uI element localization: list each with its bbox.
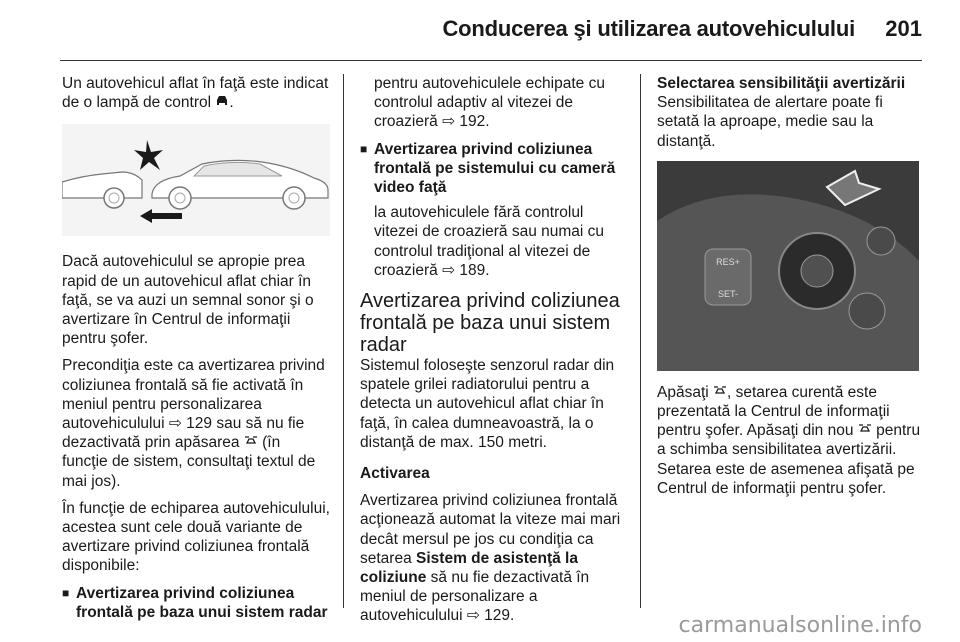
- collision-alert-button-icon: [713, 383, 727, 402]
- page-ref-arrow-icon: ⇨: [168, 415, 182, 433]
- bullet-text: Avertizarea privind coliziunea frontală pe baza unui sistem radar: [76, 584, 328, 621]
- text: Apăsaţi: [657, 383, 709, 401]
- collision-alert-button-icon: [244, 433, 258, 452]
- column-2: [360, 74, 628, 634]
- text: , setarea curentă este prezentată la Centrul de informaţii pentru şofer. Apăsaţi din nou: [657, 383, 890, 440]
- text: pentru autovehiculele echipate cu controlul adaptiv al vitezei de croazieră: [374, 75, 605, 131]
- text: să nu fie dezactivată în meniul de personalizare a autovehiculului: [360, 569, 590, 625]
- menu-setting-name: Sistem de asistenţă la coliziune: [360, 549, 578, 587]
- header-rule: [60, 60, 922, 61]
- paragraph: [360, 203, 628, 280]
- paragraph: [360, 491, 628, 625]
- collision-illustration: [62, 124, 330, 236]
- paragraph: Sistemul foloseşte senzorul radar din spatele grilei radiatorului pentru a detecta un autovehicul aflat chiar în faţă, în calea dumneavoastră, la o distanţă de max. 150 metri.: [360, 357, 615, 451]
- page-ref-arrow-icon: ⇨: [442, 113, 456, 131]
- column-divider: [343, 74, 344, 608]
- paragraph: [657, 383, 925, 498]
- text: pentru a schimba sensibilitatea avertizării. Setarea este de asemenea afişată pe Centrul de informaţii pentru şofer.: [657, 422, 921, 497]
- paragraph: Dacă autovehiculul se apropie prea rapid de un autovehicul aflat chiar în faţă, se va auzi un semnal sonor şi o avertizare în Centrul de informaţii pentru şofer.: [62, 253, 314, 348]
- column-3: [657, 74, 925, 506]
- bullet-item: [360, 140, 628, 198]
- paragraph: Un autovehicul aflat în faţă este indicat de o lampă de control .: [62, 75, 329, 112]
- page-ref: 129.: [484, 607, 515, 625]
- page-ref: 189.: [459, 261, 490, 279]
- text: (în funcţie de sistem, consultaţi textul de mai jos).: [62, 434, 316, 490]
- steering-wheel-controls-illustration: [657, 161, 919, 371]
- running-title: Conducerea şi utilizarea autovehiculului: [442, 16, 855, 41]
- paragraph: În funcţie de echiparea autovehiculului, acestea sunt cele două variante de avertizare privind coliziunea frontală disponibile:: [62, 499, 330, 575]
- text: Precondiţia este ca avertizarea privind coliziunea frontală să fie activată în meniul pentru personalizarea autovehiculului: [62, 357, 325, 433]
- page-number: 201: [885, 16, 922, 41]
- paragraph: [360, 74, 628, 132]
- collision-alert-button-icon: [858, 421, 872, 440]
- bullet-icon: ■: [62, 585, 70, 600]
- text: Avertizarea privind coliziunea frontală acţionează automat la viteze mai mari decât mersul pe jos cu condiţia ca setarea: [360, 492, 621, 567]
- paragraph: Sensibilitatea de alertare poate fi setată la aproape, medie sau la distanţă.: [657, 94, 883, 150]
- bullet-text: Avertizarea privind coliziunea frontală pe sistemului cu cameră video faţă: [374, 140, 616, 197]
- car-ahead-icon: [215, 93, 229, 112]
- subheading: Activarea: [360, 465, 430, 483]
- text: Un autovehicul aflat în faţă este indicat de o lampă de control: [62, 75, 329, 112]
- page-header: [0, 0, 960, 62]
- set-label: SET-: [717, 288, 739, 299]
- watermark: carmanualsonline.info: [678, 613, 922, 638]
- res-label: RES+: [716, 256, 740, 267]
- paragraph: [62, 356, 330, 490]
- column-divider: [640, 74, 641, 608]
- section-heading: Avertizarea privind coliziunea frontală pe baza unui sistem radar: [360, 290, 620, 357]
- page-ref-arrow-icon: ⇨: [442, 261, 456, 279]
- page-ref: 192.: [459, 113, 490, 131]
- bullet-item: [62, 584, 330, 622]
- page-ref-arrow-icon: ⇨: [466, 607, 480, 625]
- column-1: [62, 74, 330, 628]
- bullet-icon: ■: [360, 141, 368, 156]
- page-ref: 129: [186, 415, 213, 433]
- text: sau să nu fie dezactivată prin apăsarea: [62, 415, 305, 452]
- text: la autovehiculele fără controlul vitezei de croazieră sau numai cu controlul tradiţional al vitezei de croazieră: [374, 204, 605, 279]
- subheading: Selectarea sensibilităţii avertizării: [657, 75, 906, 92]
